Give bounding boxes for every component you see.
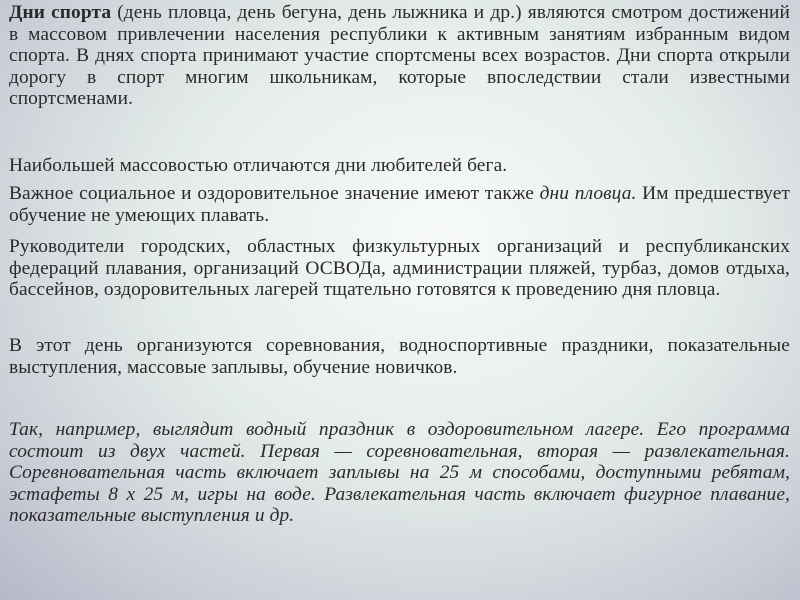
paragraph-events: В этот день организуются соревнования, водноспортивные праздники, показательные выступления, массовые заплывы, обучение новичков. <box>9 335 790 378</box>
paragraph-organizers: Руководители городских, областных физкультурных организаций и республиканских федераций плавания, организаций ОСВОДа, администрации пляжей, турбаз, домов отдыха, бассейнов, оздоровительных лагерей тщательно готовятся к проведению дня пловца. <box>9 236 790 301</box>
paragraph-sports-days <box>9 2 790 110</box>
slide-content <box>9 0 790 600</box>
paragraph-sports-days-text: (день пловца, день бегуна, день лыжника и др.) являются смотром достижений в массовом привлечении населения республики к активным занятиям избранным видом спорта. В днях спорта принимают участие спортсмены всех возрастов. Дни спорта открыли дорогу в спорт многим школьникам, которые впоследствии стали известными спортсменами. <box>9 2 791 110</box>
paragraph-running-days: Наибольшей массовостью отличаются дни любителей бега. <box>9 155 508 176</box>
term-swimmer-days: дни пловца. <box>539 183 637 204</box>
term-sports-days: Дни спорта <box>9 2 112 23</box>
paragraph-water-festival-example: Так, например, выглядит водный праздник в оздоровительном лагере. Его программа состоит из двух частей. Первая — соревновательная, вторая — развлекательная. Соревновательная часть включает заплывы на 25 м способами, доступными ребятам, эстафеты 8 x 25 м, игры на воде. Развлекательная часть включает фигурное плавание, показательные выступления и др. <box>9 419 790 527</box>
paragraph-swimmer-days-end: Им предшествует обучение не умеющих плавать. <box>9 183 790 226</box>
paragraph-swimmer-days <box>9 183 790 226</box>
paragraph-swimmer-days-start: Важное социальное и оздоровительное значение имеют также <box>9 183 540 204</box>
